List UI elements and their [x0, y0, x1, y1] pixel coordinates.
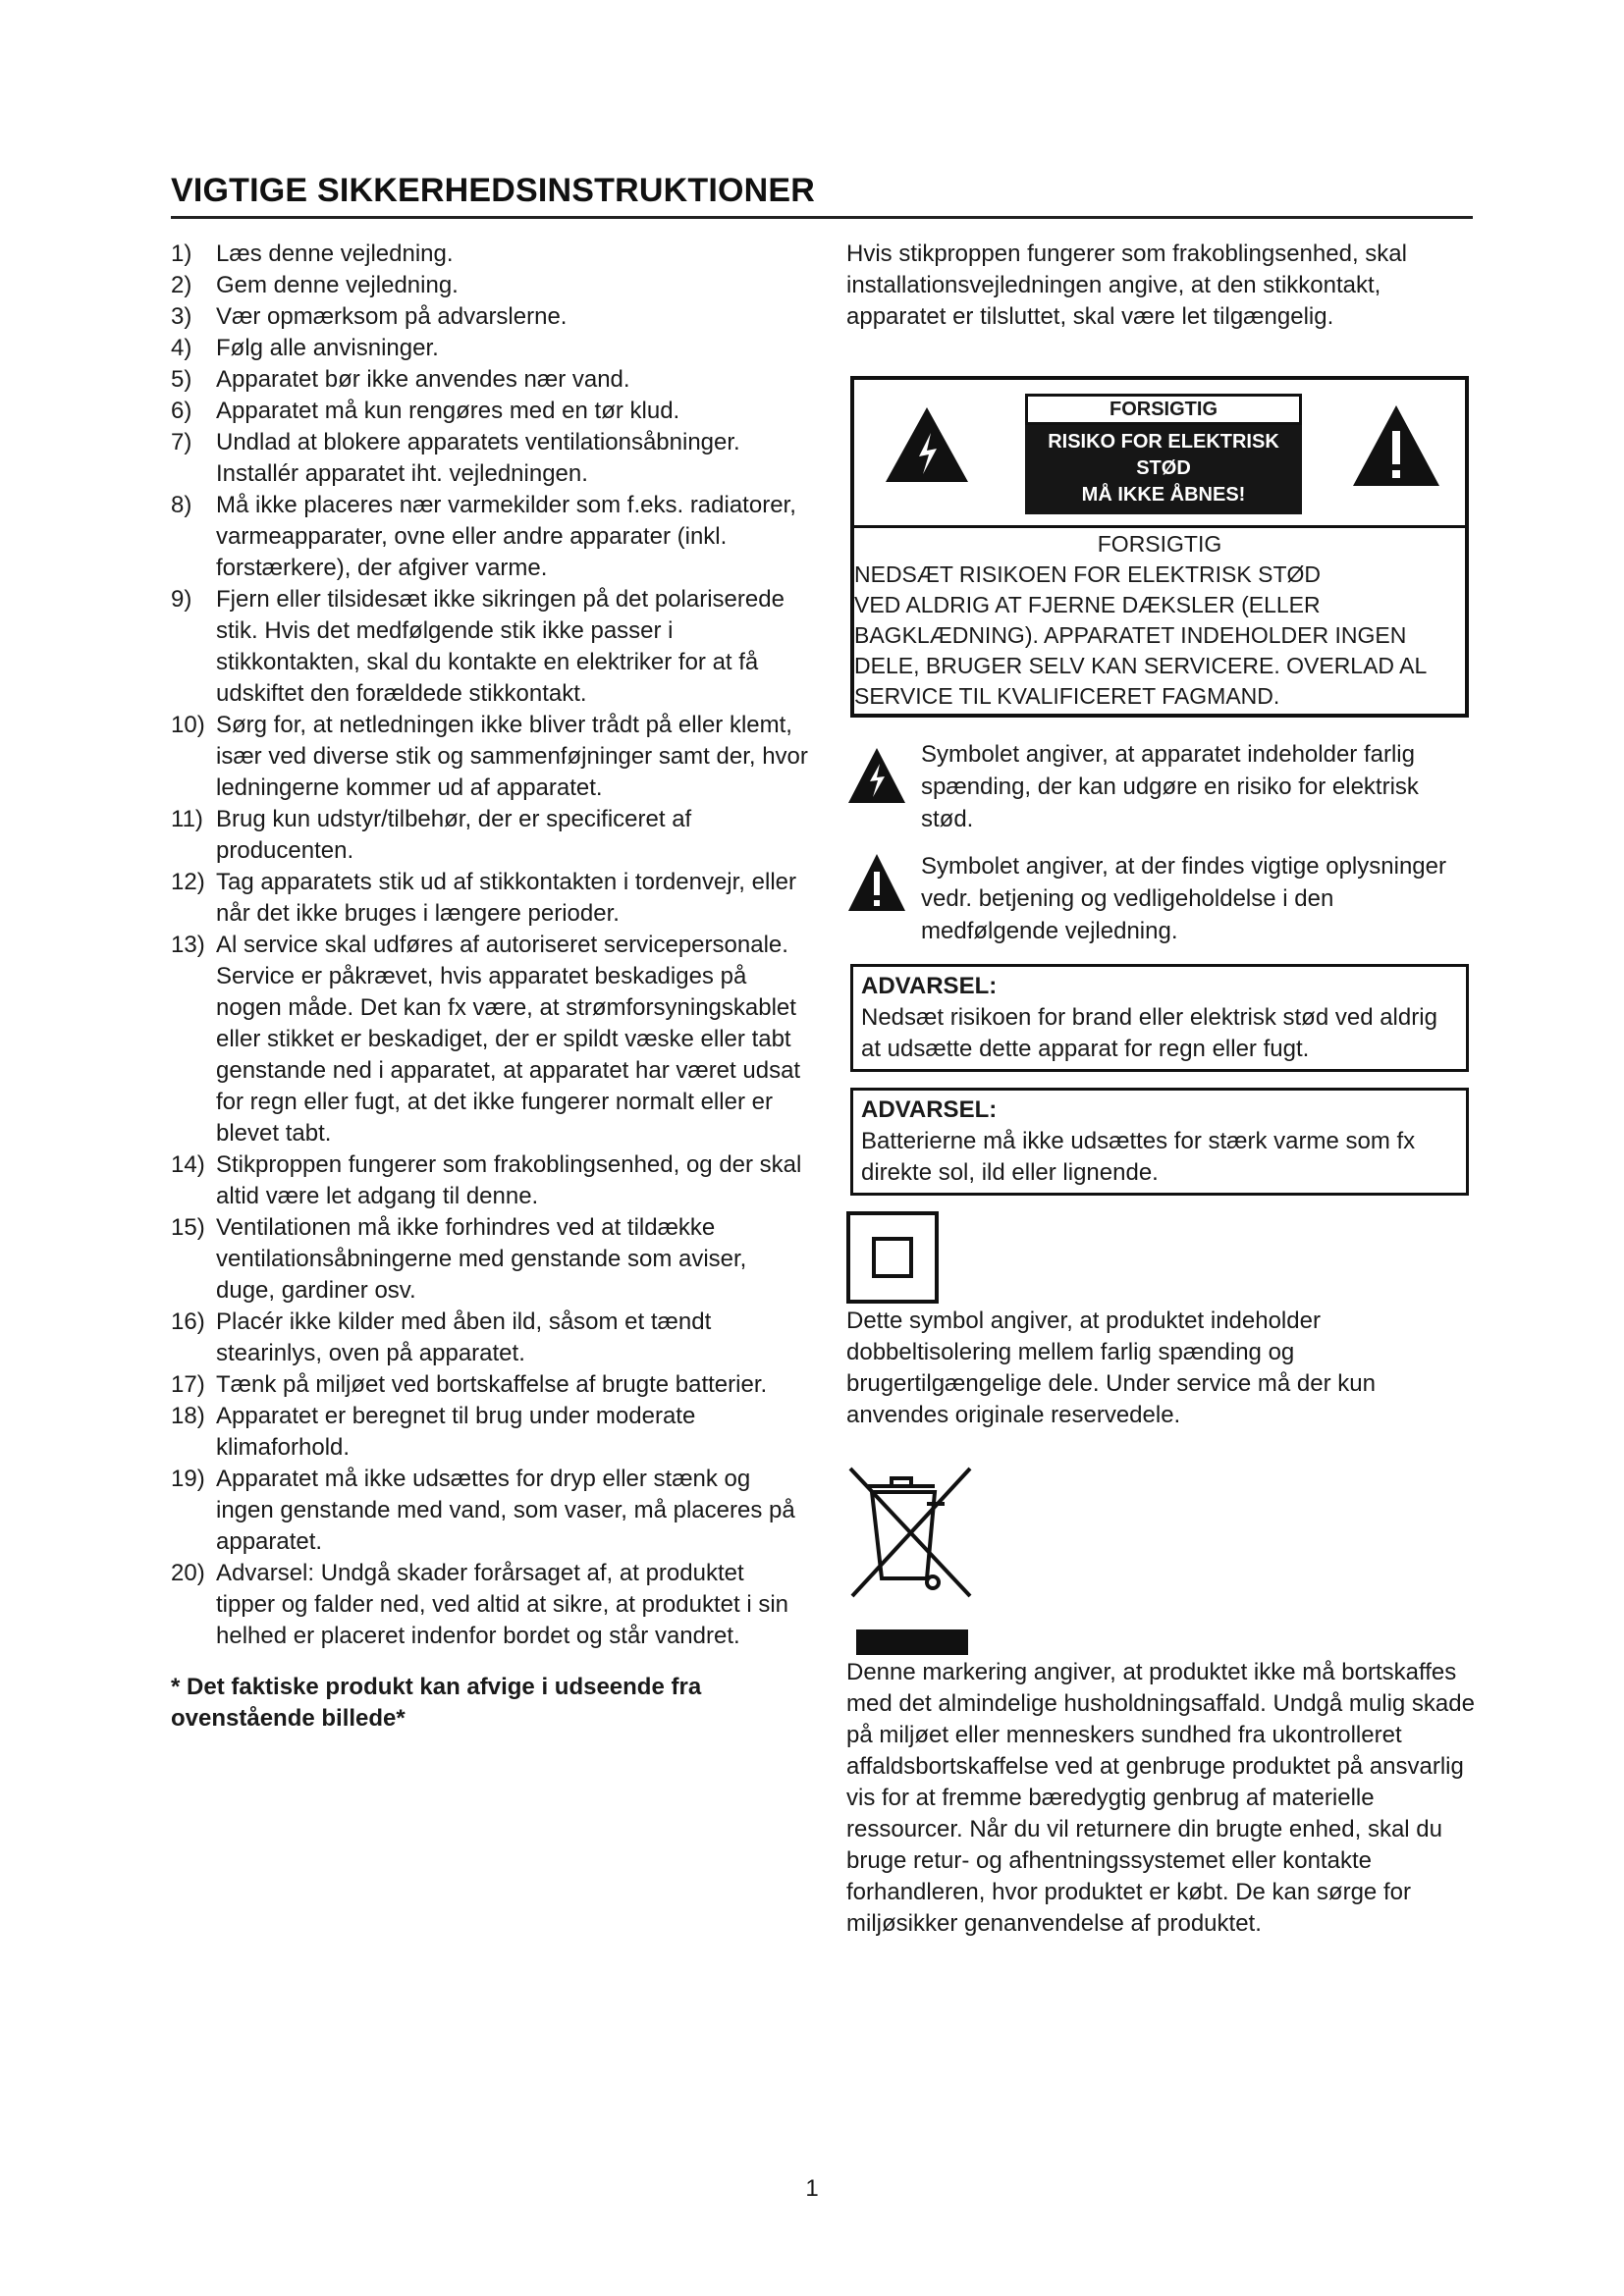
item-number: 17)	[171, 1371, 205, 1398]
item-text: Apparatet er beregnet til brug under moderate klimaforhold.	[216, 1403, 696, 1461]
list-item	[171, 301, 809, 333]
item-text: Placér ikke kilder med åben ild, såsom et tændt stearinlys, oven på apparatet.	[216, 1308, 712, 1366]
list-item	[171, 239, 809, 270]
caution-text-heading: FORSIGTIG	[1097, 531, 1222, 557]
item-text: Må ikke placeres nær varmekilder som f.eks. radiatorer, varmeapparater, ovne eller andre apparater (inkl. forstærkere), der afgiver varme.	[216, 492, 796, 581]
item-number: 15)	[171, 1214, 205, 1241]
list-item	[171, 710, 809, 804]
list-item	[171, 270, 809, 301]
item-number: 5)	[171, 366, 192, 393]
caution-label-head: FORSIGTIG	[1025, 394, 1302, 425]
item-number: 10)	[171, 712, 205, 738]
list-item	[171, 364, 809, 396]
item-number: 8)	[171, 492, 192, 518]
caution-label-line: RISIKO FOR ELEKTRISK	[1048, 431, 1279, 453]
item-number: 11)	[171, 806, 203, 832]
instructions-column	[171, 239, 809, 1735]
list-item	[171, 1401, 809, 1464]
caution-box	[850, 376, 1469, 718]
item-number: 4)	[171, 335, 192, 361]
weee-paragraph	[846, 1657, 1475, 1940]
list-item	[171, 1464, 809, 1558]
list-item	[171, 1558, 809, 1652]
warning-text: Batterierne må ikke udsættes for stærk varme som fx direkte sol, ild eller lignende.	[861, 1128, 1416, 1186]
item-text: Gem denne vejledning.	[216, 272, 459, 298]
list-item	[171, 1149, 809, 1212]
item-number: 13)	[171, 932, 205, 958]
exclamation-warning-icon	[1351, 403, 1441, 488]
list-item	[171, 867, 809, 930]
list-item	[171, 333, 809, 364]
list-item	[171, 427, 809, 490]
item-number: 18)	[171, 1403, 205, 1429]
caution-text-line: DELE, BRUGER SELV KAN SERVICERE. OVERLAD AL	[854, 653, 1428, 678]
voltage-symbol-text: Symbolet angiver, at apparatet indeholder farlig spænding, der kan udgøre en risiko for elektrisk stød.	[921, 741, 1419, 832]
item-text: Undlad at blokere apparatets ventilationsåbninger. Installér apparatet iht. vejledningen.	[216, 429, 740, 487]
item-text: Fjern eller tilsidesæt ikke sikringen på det polariserede stik. Hvis det medfølgende stik ikke passer i stikkontakten, skal du kontakte en elektriker for at få udskiftet den forældede stikkontakt.	[216, 586, 785, 707]
warning-box-batteries	[850, 1088, 1469, 1196]
info-symbol-text: Symbolet angiver, at der findes vigtige oplysninger vedr. betjening og vedligeholdelse i den medfølgende vejledning.	[921, 853, 1446, 944]
caution-text	[854, 529, 1465, 712]
item-text: Al service skal udføres af autoriseret servicepersonale. Service er påkrævet, hvis apparatet beskadiges på nogen måde. Det kan fx være, at strømforsyningskablet eller stikket er beskadiget, der er spildt væske eller tabt genstande ned i apparatet, at apparatet har været udsat for regn eller fugt, at det ikke fungerer normalt eller er blevet tabt.	[216, 932, 801, 1147]
page-number: 1	[805, 2175, 819, 2202]
plug-paragraph	[846, 239, 1475, 333]
plug-text: Hvis stikproppen fungerer som frakoblingsenhed, skal installationsvejledningen angive, at den stikkontakt, apparatet er tilsluttet, skal være let tilgængelig.	[846, 240, 1407, 330]
instructions-list	[171, 239, 809, 1652]
item-text: Vær opmærksom på advarslerne.	[216, 303, 568, 330]
item-text: Sørg for, at netledningen ikke bliver trådt på eller klemt, især ved diverse stik og sammenføjninger samt der, hvor ledningerne kommer ud af apparatet.	[216, 712, 808, 801]
item-text: Apparatet må kun rengøres med en tør klud.	[216, 398, 680, 424]
caution-text-line: VED ALDRIG AT FJERNE DÆKSLER (ELLER	[854, 592, 1321, 617]
item-number: 6)	[171, 398, 192, 424]
item-text: Apparatet må ikke udsættes for dryp eller stænk og ingen genstande med vand, som vaser, må placeres på apparatet.	[216, 1466, 795, 1555]
double-insulation-icon	[846, 1211, 939, 1304]
item-text: Brug kun udstyr/tilbehør, der er specificeret af producenten.	[216, 806, 692, 864]
warning-box-moisture	[850, 964, 1469, 1072]
list-item	[171, 1369, 809, 1401]
item-number: 7)	[171, 429, 192, 455]
caution-label-area	[854, 380, 1465, 528]
lightning-warning-icon	[884, 405, 970, 484]
list-item	[171, 1212, 809, 1307]
warning-text: Nedsæt risikoen for brand eller elektrisk stød ved aldrig at udsætte dette apparat for regn eller fugt.	[861, 1004, 1437, 1062]
item-number: 12)	[171, 869, 205, 895]
list-item	[171, 490, 809, 584]
item-text: Læs denne vejledning.	[216, 240, 454, 267]
list-item	[171, 804, 809, 867]
item-text: Tænk på miljøet ved bortskaffelse af brugte batterier.	[216, 1371, 768, 1398]
product-disclaimer-note: * Det faktiske produkt kan afvige i udseende fra ovenstående billede*	[171, 1674, 702, 1732]
weee-text: Denne markering angiver, at produktet ikke må bortskaffes med det almindelige husholdningsaffald. Undgå mulig skade på miljøet eller menneskers sundhed fra ukontrolleret affaldsbortskaffelse ved at genbruge produktet på ansvarlig vis for at fremme bæredygtig genbrug af materielle ressourcer. Når du vil returnere din brugte enhed, skal du bruge retur- og afhentningssystemet eller kontakte forhandleren, hvor produktet er købt. De kan sørge for miljøsikker genanvendelse af produktet.	[846, 1659, 1475, 1937]
item-number: 20)	[171, 1560, 205, 1586]
list-item	[171, 1307, 809, 1369]
item-text: Følg alle anvisninger.	[216, 335, 439, 361]
weee-crossed-bin-icon	[846, 1463, 978, 1657]
item-text: Apparatet bør ikke anvendes nær vand.	[216, 366, 630, 393]
item-number: 1)	[171, 240, 192, 267]
page-title: VIGTIGE SIKKERHEDSINSTRUKTIONER	[171, 172, 1473, 219]
warning-heading: ADVARSEL:	[861, 1096, 998, 1123]
caution-text-line: SERVICE TIL KVALIFICERET FAGMAND.	[854, 683, 1280, 709]
lightning-symbol-icon	[846, 746, 907, 805]
caution-label-line: STØD	[1136, 457, 1191, 479]
item-number: 2)	[171, 272, 192, 298]
warning-heading: ADVARSEL:	[861, 973, 998, 999]
exclamation-symbol-icon	[846, 852, 907, 913]
double-insulation-text: Dette symbol angiver, at produktet indeholder dobbeltisolering mellem farlig spænding og brugertilgængelige dele. Under service må der kun anvendes originale reservedele.	[846, 1308, 1376, 1428]
item-text: Stikproppen fungerer som frakoblingsenhed, og der skal altid være let adgang til denne.	[216, 1151, 802, 1209]
caution-label	[1025, 394, 1302, 514]
item-text: Ventilationen må ikke forhindres ved at tildække ventilationsåbningerne med genstande som aviser, duge, gardiner osv.	[216, 1214, 747, 1304]
item-number: 14)	[171, 1151, 205, 1178]
item-number: 3)	[171, 303, 192, 330]
item-number: 9)	[171, 586, 192, 613]
list-item	[171, 584, 809, 710]
caution-text-line: NEDSÆT RISIKOEN FOR ELEKTRISK STØD	[854, 561, 1321, 587]
list-item	[171, 930, 809, 1149]
item-number: 19)	[171, 1466, 205, 1492]
list-item	[171, 396, 809, 427]
double-insulation-paragraph	[846, 1306, 1475, 1431]
caution-label-body	[1025, 425, 1302, 514]
item-text: Advarsel: Undgå skader forårsaget af, at produktet tipper og falder ned, ved altid at sikre, at produktet i sin helhed er placeret indenfor bordet og står vandret.	[216, 1560, 788, 1649]
item-text: Tag apparatets stik ud af stikkontakten i tordenvejr, eller når det ikke bruges i længere perioder.	[216, 869, 796, 927]
caution-label-line: MÅ IKKE ÅBNES!	[1081, 484, 1246, 506]
item-number: 16)	[171, 1308, 205, 1335]
caution-text-line: BAGKLÆDNING). APPARATET INDEHOLDER INGEN	[854, 622, 1407, 648]
